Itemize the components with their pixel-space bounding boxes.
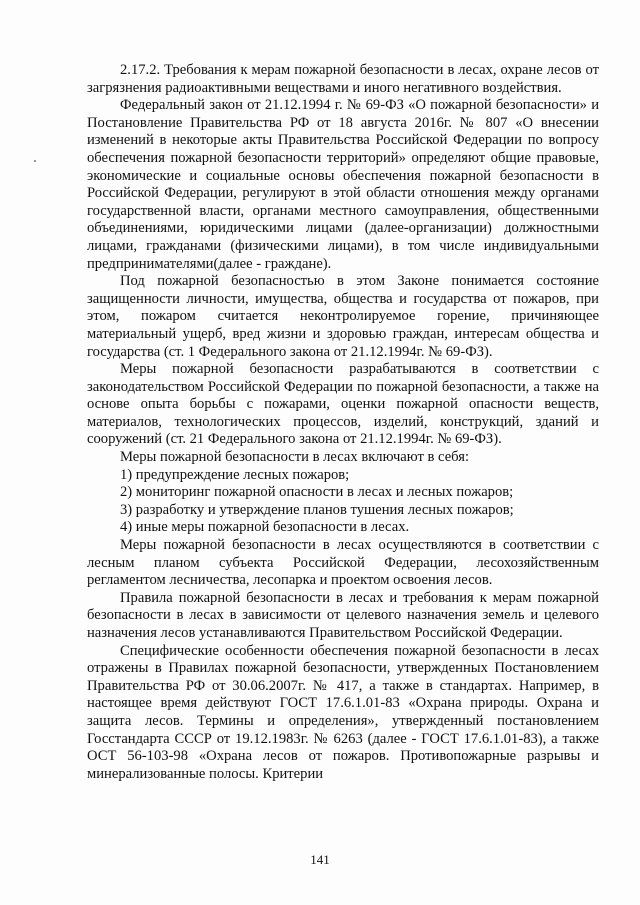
scan-artifact: [34, 160, 36, 162]
body-text: [87, 62, 599, 783]
section-heading-paragraph: 2.17.2. Требования к мерам пожарной безопасности в лесах, охране лесов от загрязнения радиоактивными веществами и иного негативного воздействия.: [87, 62, 599, 96]
paragraph-rules: Правила пожарной безопасности в лесах и требования к мерам пожарной безопасности в лесах в зависимости от целевого назначения земель и целевого назначения лесов устанавливаются Правительством Российской Федерации.: [87, 589, 599, 641]
list-item: 1) предупреждение лесных пожаров;: [120, 466, 350, 483]
paragraph-measures-development: Меры пожарной безопасности разрабатываются в соответствии с законодательством Российской Федерации по пожарной безопасности, а также на основе опыта борьбы с пожарами, оценки пожарной опасности веществ, материалов, технологических процессов, изделий, конструкций, зданий и сооружений (ст. 21 Федерального закона от 21.12.1994г. № 69-ФЗ).: [87, 361, 599, 448]
page-number: 141: [310, 852, 330, 867]
paragraph-fire-safety-definition: Под пожарной безопасностью в этом Законе понимается состояние защищенности личности, имущества, общества и государства от пожаров, при этом, пожаром считается неконтролируемое горение, причиняющее материальный ущерб, вред жизни и здоровью граждан, интересам общества и государства (ст. 1 Федерального закона от 21.12.1994г. № 69-ФЗ).: [87, 273, 599, 360]
paragraph-forest-plan: Меры пожарной безопасности в лесах осуществляются в соответствии с лесным планом субъекта Российской Федерации, лесохозяйственным регламентом лесничества, лесопарка и проектом освоения лесов.: [87, 537, 599, 589]
paragraph-measures-include: Меры пожарной безопасности в лесах включают в себя:: [120, 449, 469, 466]
list-item: 2) мониторинг пожарной опасности в лесах и лесных пожаров;: [120, 484, 514, 501]
list-item: 4) иные меры пожарной безопасности в лесах.: [120, 519, 410, 536]
list-item: 3) разработку и утверждение планов тушения лесных пожаров;: [120, 501, 514, 518]
paragraph-federal-law: Федеральный закон от 21.12.1994 г. № 69-ФЗ «О пожарной безопасности» и Постановление Правительства РФ от 18 августа 2016г. № 807 «О внесении изменений в некоторые акты Правительства Российской Федерации по вопросу обеспечения пожарной безопасности территорий» определяют общие правовые, экономические и социальные основы обеспечения пожарной безопасности в Российской Федерации, регулируют в этой области отношения между органами государственной власти, органами местного самоуправления, общественными объединениями, юридическими лицами (далее-организации) должностными лицами, гражданами (физическими лицами), в том числе индивидуальными предпринимателями(далее - граждане).: [87, 97, 599, 272]
paragraph-specific-features: Специфические особенности обеспечения пожарной безопасности в лесах отражены в Правилах пожарной безопасности, утвержденных Постановлением Правительства РФ от 30.06.2007г. № 417, а также в стандартах. Например, в настоящее время действуют ГОСТ 17.6.1.01-83 «Охрана природы. Охрана и защита лесов. Термины и определения», утвержденный постановлением Госстандарта СССР от 19.12.1983г. № 6263 (далее - ГОСТ 17.6.1.01-83), а также ОСТ 56-103-98 «Охрана лесов от пожаров. Противопожарные разрывы и минерализованные полосы. Критерии: [87, 642, 599, 782]
